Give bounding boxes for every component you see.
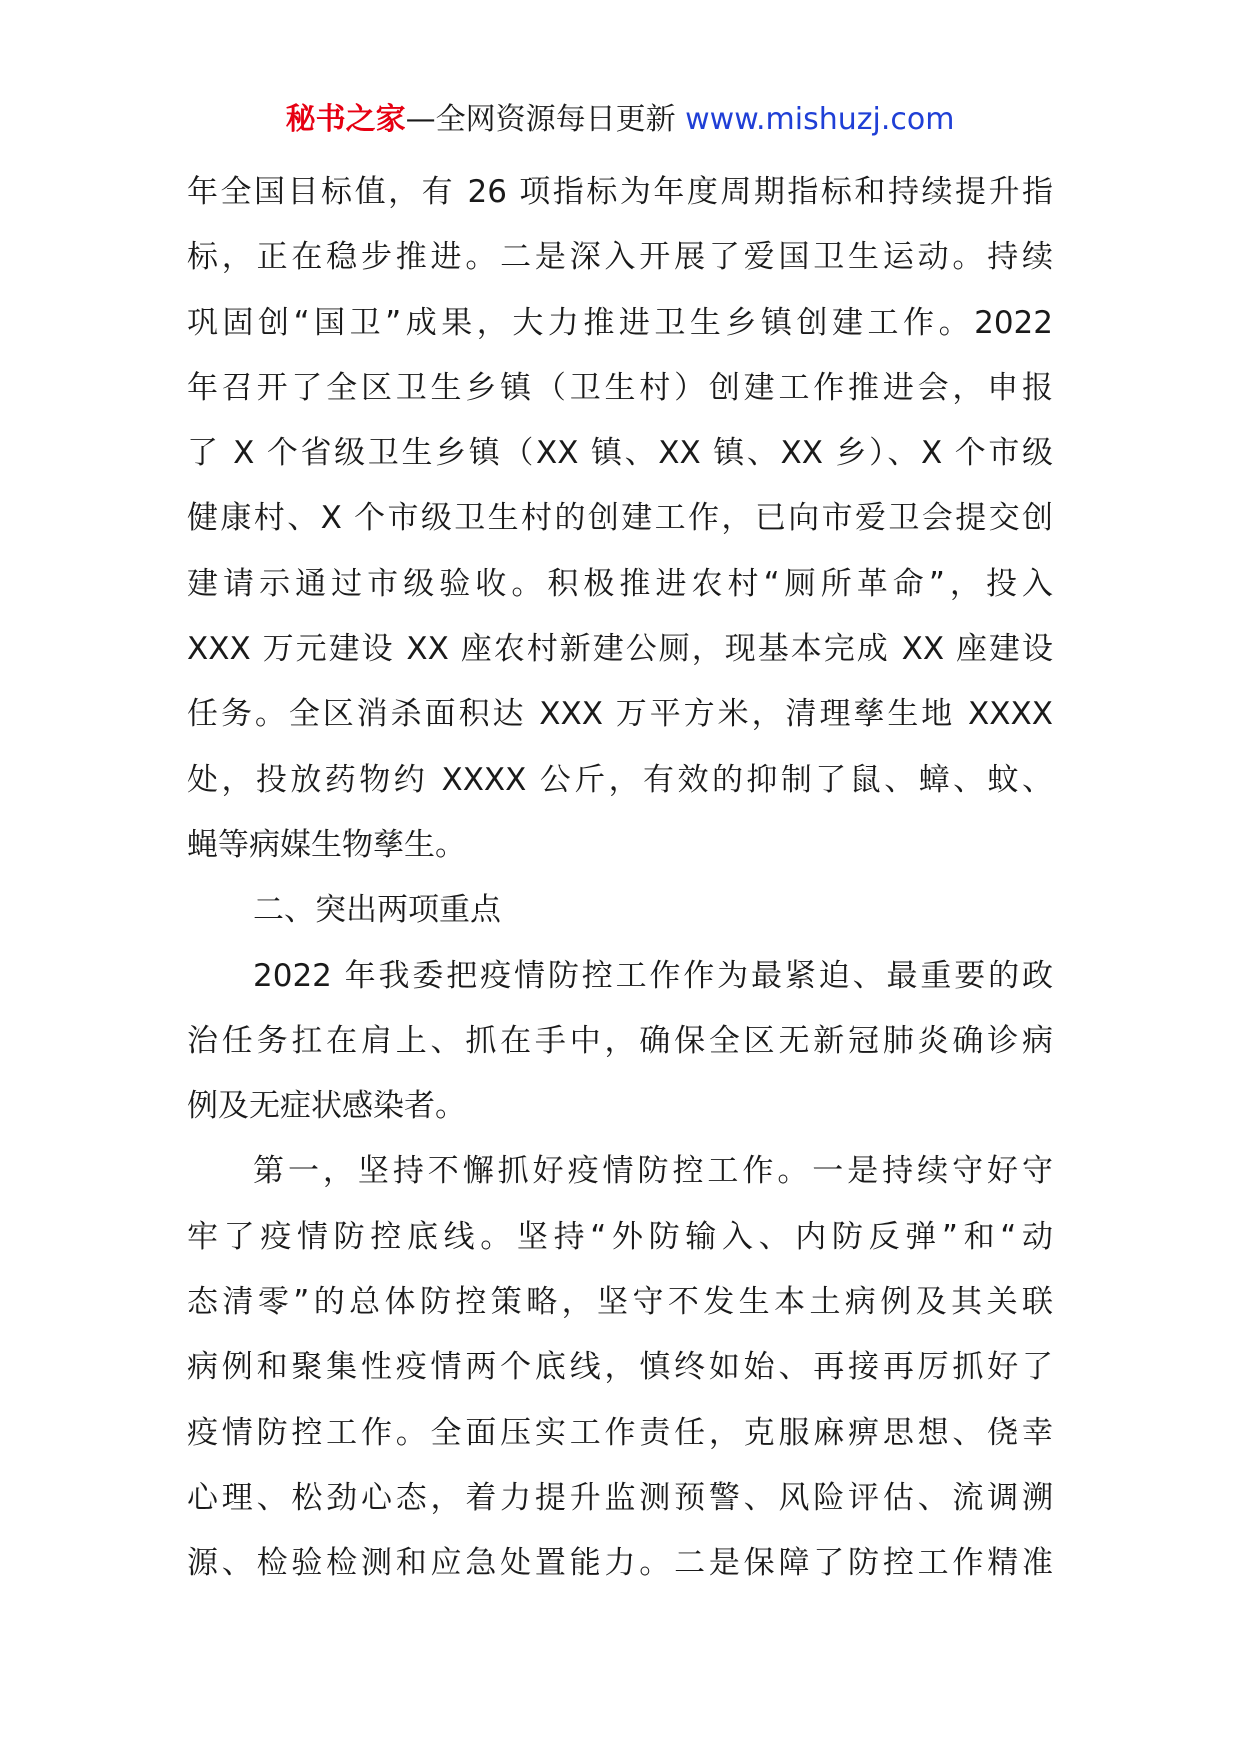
text-line: 建请示通过市级验收。积极推进农村“厕所革命”，投入	[187, 565, 1053, 602]
text-line: 年全国目标值，有 26 项指标为年度周期指标和持续提升指	[187, 174, 1053, 210]
text-line: 疫情防控工作。全面压实工作责任，克服麻痹思想、侥幸	[187, 1414, 1053, 1451]
text-line: 源、检验检测和应急处置能力。二是保障了防控工作精准	[187, 1545, 1053, 1582]
text-line: 任务。全区消杀面积达 XXX 万平方米，清理孳生地 XXXX	[187, 696, 1053, 733]
text-line: 病例和聚集性疫情两个底线，慎终如始、再接再厉抓好了	[187, 1349, 1053, 1386]
section-heading: 二、突出两项重点	[253, 892, 501, 929]
text-line: 心理、松劲心态，着力提升监测预警、风险评估、流调溯	[187, 1479, 1053, 1516]
text-line: 例及无症状感染者。	[187, 1088, 466, 1125]
text-line: 蝇等病媒生物孳生。	[187, 826, 466, 863]
text-line: 处，投放药物约 XXXX 公斤，有效的抑制了鼠、蟑、蚊、	[187, 761, 1053, 798]
text-line: 2022 年我委把疫情防控工作作为最紧迫、最重要的政	[253, 957, 1053, 994]
text-line: 了 X 个省级卫生乡镇（XX 镇、XX 镇、XX 乡）、X 个市级	[187, 435, 1053, 472]
text-line: 年召开了全区卫生乡镇（卫生村）创建工作推进会，申报	[187, 369, 1053, 406]
text-line: 态清零”的总体防控策略，坚守不发生本土病例及其关联	[187, 1284, 1053, 1321]
header-tagline: —全网资源每日更新	[405, 102, 686, 137]
text-line: 健康村、X 个市级卫生村的创建工作，已向市爱卫会提交创	[187, 500, 1053, 537]
text-line: XXX 万元建设 XX 座农村新建公厕，现基本完成 XX 座建设	[187, 631, 1053, 668]
text-line: 标，正在稳步推进。二是深入开展了爱国卫生运动。持续	[187, 239, 1053, 276]
text-line: 治任务扛在肩上、抓在手中，确保全区无新冠肺炎确诊病	[187, 1022, 1053, 1059]
site-url[interactable]: www.mishuzj.com	[685, 102, 955, 137]
text-line: 巩固创“国卫”成果，大力推进卫生乡镇创建工作。2022	[187, 304, 1053, 341]
brand-name: 秘书之家	[285, 102, 406, 137]
document-body	[187, 160, 1053, 1597]
site-header	[0, 100, 1240, 140]
text-line: 牢了疫情防控底线。坚持“外防输入、内防反弹”和“动	[187, 1218, 1053, 1255]
text-line: 第一，坚持不懈抓好疫情防控工作。一是持续守好守	[253, 1153, 1053, 1190]
